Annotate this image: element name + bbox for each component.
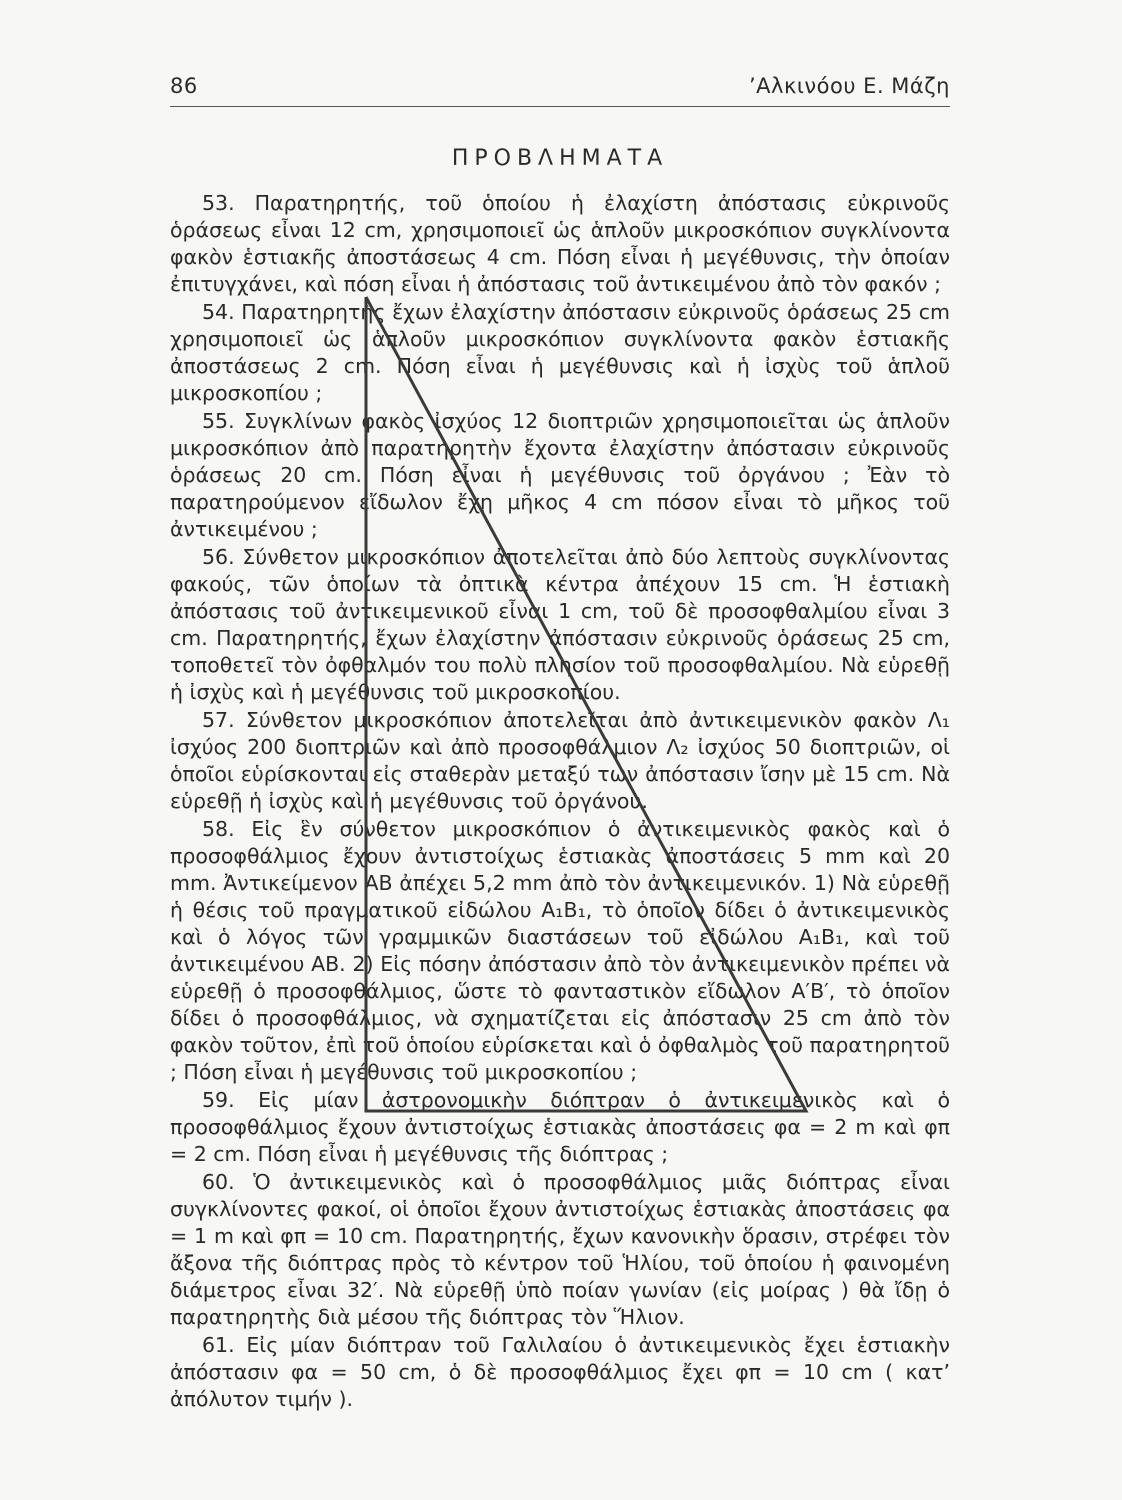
running-title: ’Αλκινόου Ε. Μάζη: [748, 74, 950, 98]
section-title: ΠΡΟΒΛΗΜΑΤΑ: [451, 146, 669, 171]
page-number: 86: [170, 74, 198, 98]
problem-56: 56. Σύνθετον μικροσκόπιον ἀποτελεῖται ἀπὸ δύο λεπτοὺς συγκλίνοντας φακούς, τῶν ὁποίων τὰ ὀπτικὰ κέντρα ἀπέχουν 15 cm. Ἡ ἑστιακὴ ἀπόστασις τοῦ ἀντικειμενικοῦ εἶναι 1 cm, τοῦ δὲ προσοφθαλμίου εἶναι 3 cm. Παρατηρητής, ἔχων ἐλαχίστην ἀπόστασιν εὐκρινοῦς ὁράσεως 25 cm, τοποθετεῖ τὸν ὀφθαλμόν του πολὺ πλησίον τοῦ προσοφθαλμίου. Νὰ εὑρεθῇ ἡ ἰσχὺς καὶ ἡ μεγέθυνσις τοῦ μικροσκοπίου.: [170, 545, 950, 704]
problem-57: 57. Σύνθετον μικροσκόπιον ἀποτελεῖται ἀπὸ ἀντικειμενικὸν φακὸν Λ₁ ἰσχύος 200 διοπτριῶν καὶ ἀπὸ προσοφθάλμιον Λ₂ ἰσχύος 50 διοπτριῶν, οἱ ὁποῖοι εὑρίσκονται εἰς σταθερὰν μεταξύ των ἀπόστασιν ἴσην μὲ 15 cm. Νὰ εὑρεθῇ ἡ ἰσχὺς καὶ ἡ μεγέθυνσις τοῦ ὀργάνου.: [170, 708, 950, 813]
problem-55: 55. Συγκλίνων φακὸς ἰσχύος 12 διοπτριῶν χρησιμοποιεῖται ὡς ἁπλοῦν μικροσκόπιον ἀπὸ παρατηρητὴν ἔχοντα ἐλαχίστην ἀπόστασιν εὐκρινοῦς ὁράσεως 20 cm. Πόση εἶναι ἡ μεγέθυνσις τοῦ ὀργάνου ; Ἐὰν τὸ παρατηρούμενον εἴδωλον ἔχῃ μῆκος 4 cm πόσον εἶναι τὸ μῆκος τοῦ ἀντικειμένου ;: [170, 409, 950, 541]
problem-54: 54. Παρατηρητὴς ἔχων ἐλαχίστην ἀπόστασιν εὐκρινοῦς ὁράσεως 25 cm χρησιμοποιεῖ ὡς ἁπλοῦν μικροσκόπιον συγκλίνοντα φακὸν ἑστιακῆς ἀποστάσεως 2 cm. Πόση εἶναι ἡ μεγέθυνσις καὶ ἡ ἰσχὺς τοῦ ἁπλοῦ μικροσκοπίου ;: [170, 300, 950, 405]
header-rule: [170, 106, 950, 107]
problem-53: 53. Παρατηρητής, τοῦ ὁποίου ἡ ἐλαχίστη ἀπόστασις εὐκρινοῦς ὁράσεως εἶναι 12 cm, χρησιμοποιεῖ ὡς ἁπλοῦν μικροσκόπιον συγκλίνοντα φακὸν ἑστιακῆς ἀποστάσεως 4 cm. Πόση εἶναι ἡ μεγέθυνσις, τὴν ὁποίαν ἐπιτυγχάνει, καὶ πόση εἶναι ἡ ἀπόστασις τοῦ ἀντικειμένου ἀπὸ τὸν φακόν ;: [170, 191, 950, 296]
problems-text: [170, 190, 950, 1414]
problem-59: 59. Εἰς μίαν ἀστρονομικὴν διόπτραν ὁ ἀντικειμενικὸς καὶ ὁ προσοφθάλμιος ἔχουν ἀντιστοίχως ἑστιακὰς ἀποστάσεις φα = 2 m καὶ φπ = 2 cm. Πόση εἶναι ἡ μεγέθυνσις τῆς διόπτρας ;: [170, 1088, 950, 1166]
problem-60: 60. Ὁ ἀντικειμενικὸς καὶ ὁ προσοφθάλμιος μιᾶς διόπτρας εἶναι συγκλίνοντες φακοί, οἱ ὁποῖοι ἔχουν ἀντιστοίχως ἑστιακὰς ἀποστάσεις φα = 1 m καὶ φπ = 10 cm. Παρατηρητής, ἔχων κανονικὴν ὅρασιν, στρέφει τὸν ἄξονα τῆς διόπτρας πρὸς τὸ κέντρον τοῦ Ἡλίου, τοῦ ὁποίου ἡ φαινομένη διάμετρος εἶναι 32′. Νὰ εὑρεθῇ ὑπὸ ποίαν γωνίαν (εἰς μοίρας ) θὰ ἴδῃ ὁ παρατηρητὴς διὰ μέσου τῆς διόπτρας τὸν Ἥλιον.: [170, 1170, 950, 1329]
problem-61: 61. Εἰς μίαν διόπτραν τοῦ Γαλιλαίου ὁ ἀντικειμενικὸς ἔχει ἑστιακὴν ἀπόστασιν φα = 50 cm, ὁ δὲ προσοφθάλμιος ἔχει φπ = 10 cm ( κατ’ ἀπόλυτον τιμήν ).: [170, 1333, 950, 1411]
page-header: [170, 74, 950, 104]
problem-58: 58. Εἰς ἓν σύνθετον μικροσκόπιον ὁ ἀντικειμενικὸς φακὸς καὶ ὁ προσοφθάλμιος ἔχουν ἀντιστοίχως ἑστιακὰς ἀποστάσεις 5 mm καὶ 20 mm. Ἀντικείμενον ΑΒ ἀπέχει 5,2 mm ἀπὸ τὸν ἀντικειμενικόν. 1) Νὰ εὑρεθῇ ἡ θέσις τοῦ πραγματικοῦ εἰδώλου Α₁Β₁, τὸ ὁποῖον δίδει ὁ ἀντικειμενικὸς καὶ ὁ λόγος τῶν γραμμικῶν διαστάσεων τοῦ εἰδώλου Α₁Β₁, καὶ τοῦ ἀντικειμένου ΑΒ. 2) Εἰς πόσην ἀπόστασιν ἀπὸ τὸν ἀντικειμενικὸν πρέπει νὰ εὑρεθῇ ὁ προσοφθάλμιος, ὥστε τὸ φανταστικὸν εἴδωλον Α′Β′, τὸ ὁποῖον δίδει ὁ προσοφθάλμιος, νὰ σχηματίζεται εἰς ἀπόστασιν 25 cm ἀπὸ τὸν φακὸν τοῦτον, ἐπὶ τοῦ ὁποίου εὑρίσκεται καὶ ὁ ὀφθαλμὸς τοῦ παρατηρητοῦ ; Πόση εἶναι ἡ μεγέθυνσις τοῦ μικροσκοπίου ;: [170, 817, 950, 1084]
